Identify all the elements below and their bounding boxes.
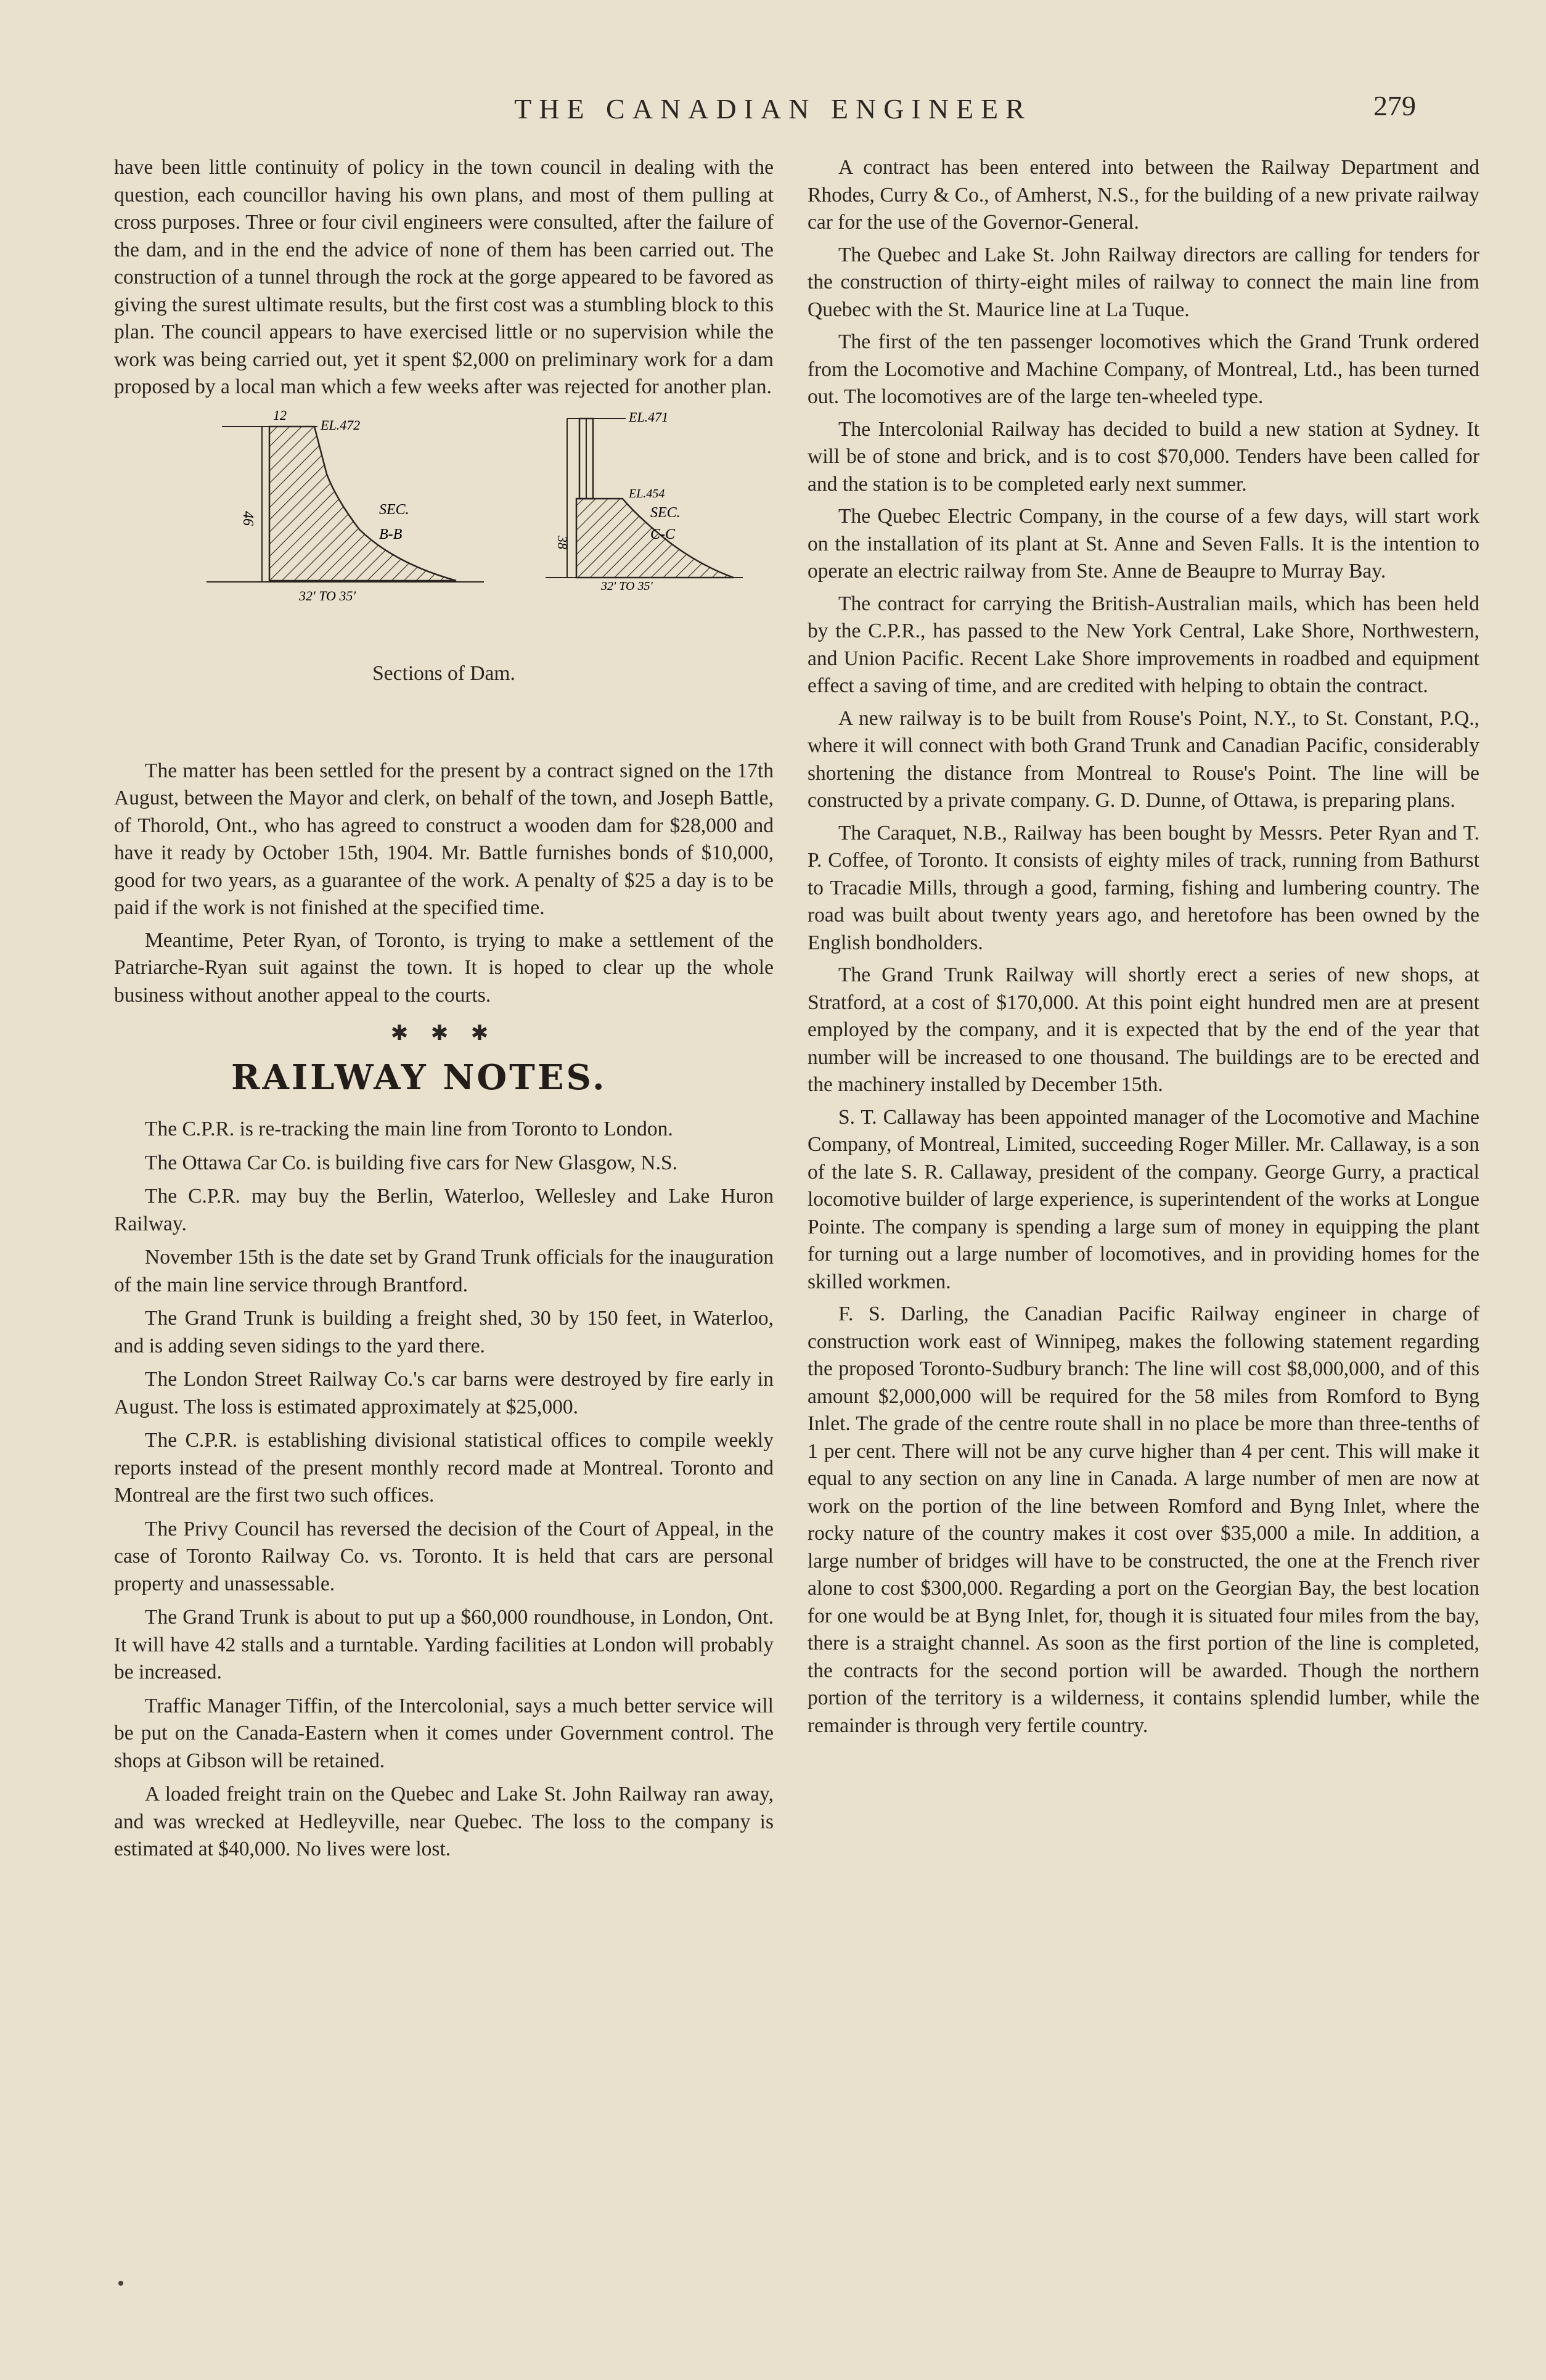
c-section-label: SEC.	[650, 504, 681, 521]
railway-note: A loaded freight train on the Quebec and Lake St. John Railway ran away, and was wrecked at Hedleyville, near Quebec. The loss to the company is estimated at $40,000. No lives were lost.	[114, 1783, 774, 1860]
c-top-elevation-label: EL.471	[629, 409, 669, 425]
contract-paragraph: The matter has been settled for the present by a contract signed on the 17th August, between the Mayor and clerk, on behalf of the town, and Joseph Battle, of Thorold, Ont., who has agreed to construct a wooden dam for $28,000 and have it ready by October 15th, 1904. Mr. Battle furnishes bonds of $10,000, good for two years, as a guarantee of the work. A penalty of $25 a day is to be paid if the work is not finished at the specified time.	[114, 759, 774, 919]
railway-note: The C.P.R. is establishing divisional statistical offices to compile weekly reports instead of the present monthly record made at Montreal. Toronto and Montreal are the first two such offices.	[114, 1429, 774, 1507]
section-c-c	[546, 409, 743, 593]
news-paragraph: The Quebec and Lake St. John Railway directors are calling for tenders for the construction of thirty-eight miles of railway to connect the main line from Quebec with the St. Maurice line at La Tuque.	[808, 243, 1479, 321]
running-head: THE CANADIAN ENGINEER	[514, 93, 1032, 125]
news-paragraph: The Quebec Electric Company, in the course of a few days, will start work on the installation of its plant at St. Anne and Seven Falls. It is the intention to operate an electric railway from Ste. Anne de Beaupre to Murray Bay.	[808, 505, 1479, 583]
section-heading: RAILWAY NOTES.	[231, 1057, 607, 1098]
b-base-label: 32' TO 35'	[299, 587, 356, 603]
left-column	[114, 154, 774, 1870]
c-section-id-label: C-C	[650, 526, 676, 542]
c-mid-elevation-label: EL.454	[629, 486, 665, 501]
railway-note: November 15th is the date set by Grand Trunk officials for the inauguration of the main line service through Brantford.	[114, 1246, 774, 1296]
page-number: 279	[1373, 90, 1416, 121]
c-base-label: 32' TO 35'	[601, 579, 653, 593]
news-paragraph: A contract has been entered into between the Railway Department and Rhodes, Curry & Co., of Amherst, N.S., for the building of a new private railway car for the use of the Governor-General.	[808, 156, 1479, 234]
news-paragraph: The Grand Trunk Railway will shortly erect a series of new shops, at Stratford, at a cost of $170,000. At this point eight hundred men are at present employed by the company, and it is expected that by the end of the year that number will be increased to one thousand. The buildings are to be erected and the machinery installed by December 15th.	[808, 963, 1479, 1096]
section-ornament: ✱ ✱ ✱	[390, 1022, 497, 1045]
dam-sections-diagram	[114, 406, 774, 653]
news-paragraph: A new railway is to be built from Rouse's Point, N.Y., to St. Constant, P.Q., where it will connect with both Grand Trunk and Canadian Pacific, considerably shortening the distance from Montreal to Rouse's Point. The line will be constructed by a private company. G. D. Dunne, of Ottawa, is preparing plans.	[808, 706, 1479, 812]
news-paragraph: The Intercolonial Railway has decided to build a new station at Sydney. It will be of stone and brick, and is to cost $70,000. Tenders have been called for and the station is to be completed early next summer.	[808, 417, 1479, 496]
section-b-b	[207, 407, 484, 603]
railway-note: The Privy Council has reversed the decision of the Court of Appeal, in the case of Toronto Railway Co. vs. Toronto. It is held that cars are personal property and unassessable.	[114, 1517, 774, 1595]
b-height-label: 46	[240, 510, 256, 526]
news-paragraph: The first of the ten passenger locomotives which the Grand Trunk ordered from the Locomotive and Machine Company, of Montreal, Ltd., has been turned out. The locomotives are of the large ten-wheeled type.	[808, 330, 1479, 408]
c-height-label: 38	[555, 535, 570, 549]
news-paragraph: The contract for carrying the British-Australian mails, which has been held by the C.P.R., has passed to the New York Central, Lake Shore, Northwestern, and Union Pacific. Recent Lake Shore improvements in roadbed and equipment effect a saving of time, and are credited with helping to obtain the contract.	[808, 592, 1479, 697]
railway-note: The London Street Railway Co.'s car barns were destroyed by fire early in August. The loss is estimated approximately at $25,000.	[114, 1368, 774, 1418]
railway-note: The Grand Trunk is building a freight shed, 30 by 150 feet, in Waterloo, and is adding seven sidings to the yard there.	[114, 1307, 774, 1357]
b-section-label: SEC.	[379, 501, 409, 518]
railway-note: The C.P.R. is re-tracking the main line from Toronto to London.	[145, 1118, 673, 1140]
news-paragraph: S. T. Callaway has been appointed manager of the Locomotive and Machine Company, of Montreal, Limited, succeeding Roger Miller. Mr. Callaway, is a son of the late S. R. Callaway, president of the company. George Gurry, a practical locomotive builder of large experience, is superintendent of the works at Longue Pointe. The company is spending a large sum of money in equipping the plant for turning out a large number of locomotives, and in providing homes for the skilled workmen.	[808, 1105, 1479, 1293]
intro-paragraph: have been little continuity of policy in the town council in dealing with the question, each councillor having his own plans, and most of them pulling at cross purposes. Three or four civil engineers were consulted, after the failure of the dam, and in the end the advice of none of them has been carried out. The construction of a tunnel through the rock at the gorge appeared to be favored as giving the surest ultimate results, but the first cost was a stumbling block to this plan. The council appears to have exercised little or no supervision while the work was being carried out, yet it spent $2,000 on preliminary work for a dam proposed by a local man which a few weeks after was rejected for another plan.	[114, 156, 774, 398]
right-column	[808, 154, 1479, 1744]
railway-note: The Ottawa Car Co. is building five cars for New Glasgow, N.S.	[145, 1151, 677, 1174]
news-paragraph: F. S. Darling, the Canadian Pacific Railway engineer in charge of construction work east of Winnipeg, makes the following statement regarding the proposed Toronto-Sudbury branch: The line will cost $8,000,000, and of this amount $2,000,000 will be required for the 58 miles from Romford to Byng Inlet. The grade of the centre route shall in no place be more than three-tenths of 1 per cent. There will not be any curve higher than 4 per cent. This will make it equal to any section on any line in Canada. A large number of men are now at work on the portion of the line between Romford and Byng Inlet, where the rocky nature of the country makes it cost over $35,000 a mile. In addition, a large number of bridges will have to be constructed, the one at the French river alone to cost $300,000. Regarding a port on the Georgian Bay, the best location for one would be at Byng Inlet, for, though it is situated four miles from the bay, there is a straight channel. As soon as the first portion of the line is completed, the contracts for the second portion will be awarded. Though the northern portion of the territory is a wilderness, it contains splendid lumber, while the remainder is through very fertile country.	[808, 1302, 1479, 1737]
dam-sections-figure	[114, 406, 774, 751]
news-paragraph: The Caraquet, N.B., Railway has been bought by Messrs. Peter Ryan and T. P. Coffee, of Toronto. It consists of eighty miles of track, running from Bathurst to Tracadie Mills, through a good, farming, fishing and lumbering country. The road was built about twenty years ago, and heretofore has been owned by the English bondholders.	[808, 821, 1479, 954]
b-dam-profile	[269, 427, 456, 581]
railway-note: The Grand Trunk is about to put up a $60,000 roundhouse, in London, Ont. It will have 42 stalls and a turntable. Yarding facilities at London will probably be increased.	[114, 1606, 774, 1683]
railway-note: Traffic Manager Tiffin, of the Intercolonial, says a much better service will be put on the Canada-Eastern when it comes under Government control. The shops at Gibson will be retained.	[114, 1694, 774, 1772]
railway-note: The C.P.R. may buy the Berlin, Waterloo, Wellesley and Lake Huron Railway.	[114, 1185, 774, 1235]
stray-mark	[118, 2281, 123, 2286]
b-top-elevation-label: EL.472	[321, 417, 361, 433]
b-top-width-label: 12	[273, 407, 287, 423]
b-section-id-label: B-B	[379, 526, 403, 542]
settlement-paragraph: Meantime, Peter Ryan, of Toronto, is trying to make a settlement of the Patriarche-Ryan suit against the town. It is hoped to clear up the whole business without another appeal to the courts.	[114, 928, 774, 1007]
figure-caption: Sections of Dam.	[372, 661, 515, 685]
